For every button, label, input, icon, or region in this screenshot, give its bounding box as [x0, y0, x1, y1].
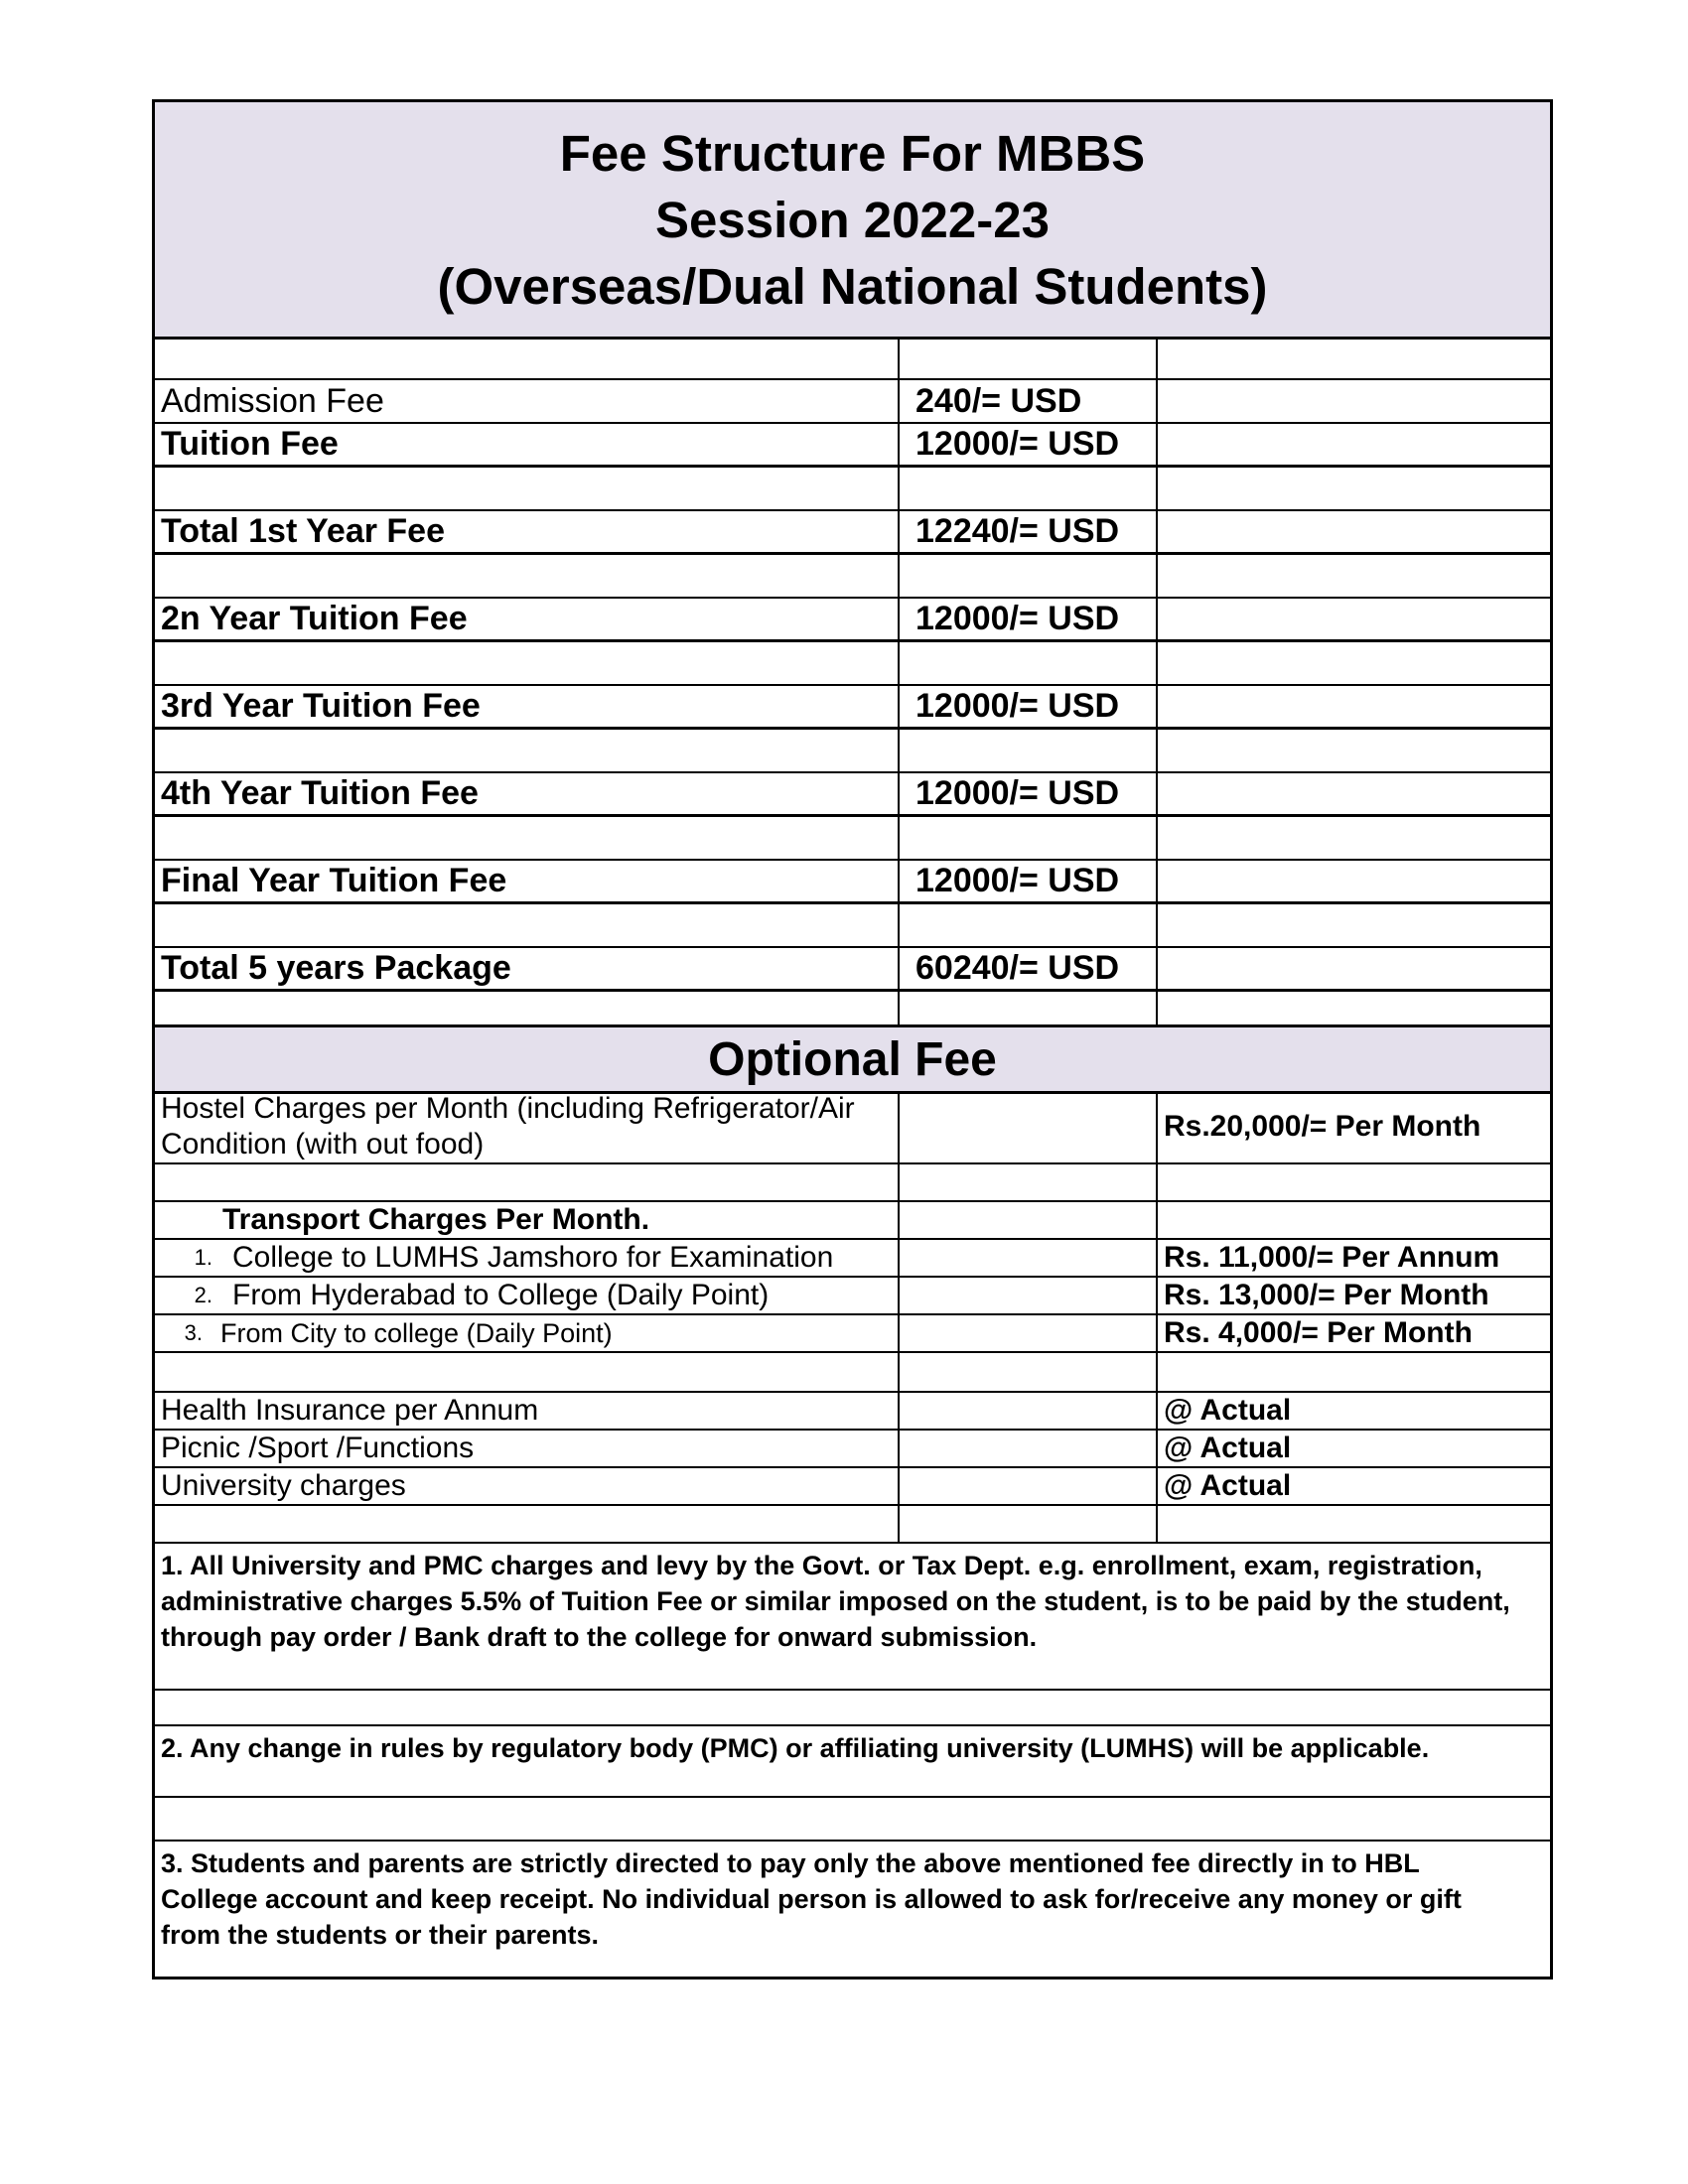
picnic-amount: @ Actual	[1156, 1431, 1550, 1466]
fee-label: 2n Year Tuition Fee	[161, 600, 468, 637]
transport-label: From Hyderabad to College (Daily Point)	[232, 1279, 770, 1311]
optional-fee-heading: Optional Fee	[155, 1027, 1550, 1094]
university-amount: @ Actual	[1156, 1468, 1550, 1504]
divider	[155, 1689, 1550, 1691]
header-banner	[155, 102, 1550, 340]
blank-row	[155, 642, 1550, 686]
fee-row-third-year	[155, 686, 1550, 730]
fee-amount: 12000/= USD	[898, 861, 1156, 901]
header-category: (Overseas/Dual National Students)	[437, 257, 1268, 315]
optional-row-health	[155, 1393, 1550, 1431]
header-title: Fee Structure For MBBS	[559, 124, 1146, 182]
fee-amount: 12000/= USD	[898, 424, 1156, 465]
transport-number: 2.	[194, 1283, 212, 1307]
hostel-label-line1: Hostel Charges per Month (including Refrigerator/Air	[161, 1092, 855, 1125]
university-label: University charges	[161, 1469, 406, 1502]
fee-label: Tuition Fee	[161, 425, 339, 463]
fee-label: 3rd Year Tuition Fee	[161, 687, 481, 725]
header-session: Session 2022-23	[655, 191, 1050, 248]
fee-amount: 12000/= USD	[898, 599, 1156, 639]
blank-row	[155, 1164, 1550, 1202]
note-1	[155, 1544, 1550, 1689]
fee-row-final-year	[155, 861, 1550, 904]
note-2	[155, 1726, 1550, 1796]
optional-row-picnic	[155, 1431, 1550, 1468]
note-3-line2: College account and keep receipt. No individual person is allowed to ask for/receive any money or gift	[161, 1884, 1462, 1914]
hostel-amount: Rs.20,000/= Per Month	[1156, 1091, 1550, 1162]
note-2-text: 2. Any change in rules by regulatory body (PMC) or affiliating university (LUMHS) will be applicable.	[161, 1733, 1430, 1763]
fee-structure-sheet	[152, 99, 1553, 1979]
blank-row	[155, 904, 1550, 948]
fee-amount: 12000/= USD	[898, 773, 1156, 814]
fee-label: Final Year Tuition Fee	[161, 862, 507, 899]
note-3-line3: from the students or their parents.	[161, 1920, 600, 1950]
transport-label: From City to college (Daily Point)	[220, 1317, 613, 1348]
blank-row	[155, 1353, 1550, 1393]
note-1-line3: through pay order / Bank draft to the college for onward submission.	[161, 1622, 1038, 1652]
fee-amount: 12240/= USD	[898, 511, 1156, 552]
blank-row	[155, 337, 1550, 380]
health-amount: @ Actual	[1156, 1393, 1550, 1429]
fee-amount: 12000/= USD	[898, 686, 1156, 727]
transport-row	[155, 1315, 1550, 1353]
blank-row	[155, 817, 1550, 861]
fee-label: Total 5 years Package	[161, 949, 511, 987]
hostel-label-line2: Condition (with out food)	[161, 1128, 485, 1160]
picnic-label: Picnic /Sport /Functions	[161, 1432, 475, 1464]
transport-row	[155, 1240, 1550, 1278]
optional-row-hostel	[155, 1091, 1550, 1164]
fee-row-tuition	[155, 424, 1550, 468]
blank-row	[155, 468, 1550, 511]
transport-amount: Rs. 4,000/= Per Month	[1156, 1315, 1550, 1351]
fee-label: Admission Fee	[161, 381, 384, 420]
fee-label: Total 1st Year Fee	[161, 512, 445, 550]
transport-row	[155, 1278, 1550, 1315]
fee-amount: 60240/= USD	[898, 948, 1156, 989]
fee-amount: 240/= USD	[898, 380, 1156, 422]
blank-row	[155, 555, 1550, 599]
optional-row-university	[155, 1468, 1550, 1506]
note-1-line1: 1. All University and PMC charges and levy by the Govt. or Tax Dept. e.g. enrollment, exam, registration,	[161, 1551, 1482, 1580]
fee-row-fourth-year	[155, 773, 1550, 817]
fee-label: 4th Year Tuition Fee	[161, 774, 479, 812]
fee-row-admission	[155, 380, 1550, 424]
transport-number: 1.	[194, 1245, 212, 1270]
note-3-line1: 3. Students and parents are strictly directed to pay only the above mentioned fee directly in to HBL	[161, 1848, 1420, 1878]
fee-row-total-package	[155, 948, 1550, 992]
transport-amount: Rs. 13,000/= Per Month	[1156, 1278, 1550, 1313]
blank-row	[155, 992, 1550, 1027]
fee-row-second-year	[155, 599, 1550, 642]
transport-heading: Transport Charges Per Month.	[222, 1203, 650, 1236]
note-1-line2: administrative charges 5.5% of Tuition Fee or similar imposed on the student, is to be paid by the student,	[161, 1586, 1510, 1616]
transport-amount: Rs. 11,000/= Per Annum	[1156, 1240, 1550, 1276]
health-label: Health Insurance per Annum	[161, 1394, 539, 1427]
blank-row	[155, 730, 1550, 773]
blank-row	[155, 1506, 1550, 1544]
transport-heading-row	[155, 1202, 1550, 1240]
transport-label: College to LUMHS Jamshoro for Examination	[232, 1241, 834, 1274]
fee-row-total-first-year	[155, 511, 1550, 555]
divider	[155, 1796, 1550, 1798]
note-3	[155, 1842, 1550, 1971]
transport-number: 3.	[184, 1320, 203, 1345]
